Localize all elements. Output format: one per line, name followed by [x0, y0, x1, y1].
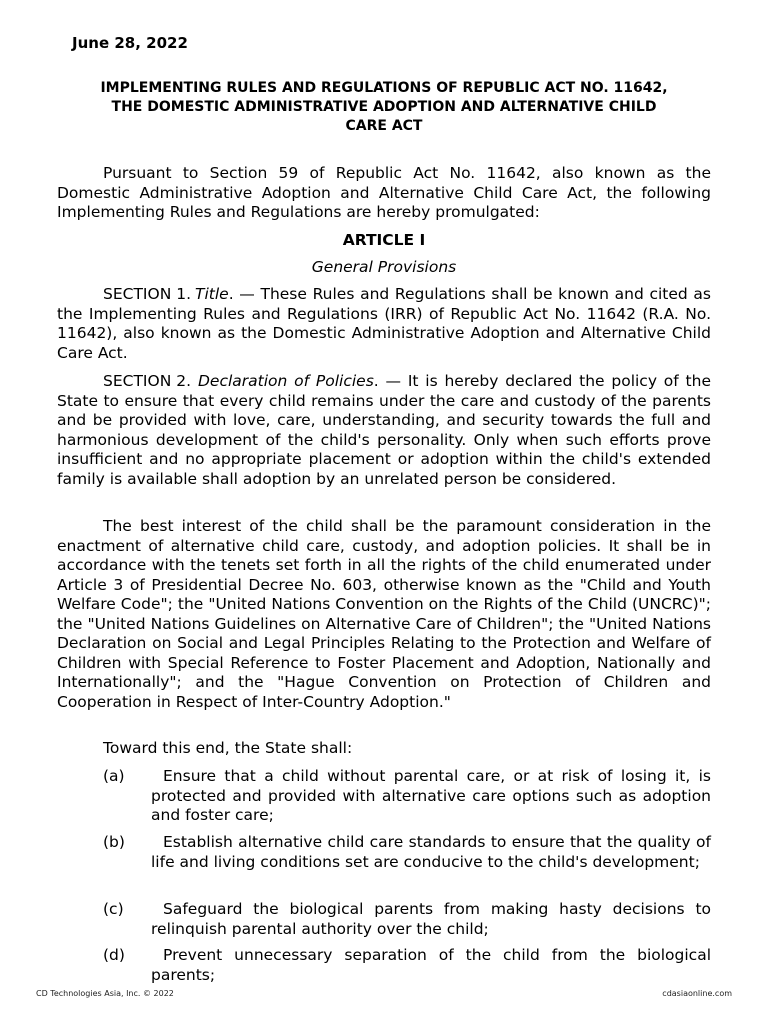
section-2-number: SECTION 2.: [103, 372, 192, 390]
section-2-title: Declaration of Policies: [198, 372, 374, 390]
list-item-label: (a): [103, 767, 125, 785]
footer-copyright: CD Technologies Asia, Inc. © 2022: [36, 989, 174, 998]
list-item-text: Prevent unnecessary separation of the child from the biological parents;: [151, 946, 711, 984]
list-item: [103, 900, 711, 939]
section-1-body: . — These Rules and Regulations shall be known and cited as the Implementing Rules and Regulations (IRR) of Republic Act No. 11642 (R.A. No. 11642), also known as the Domestic Administrative Adoption and Alternative Child Care Act.: [57, 285, 711, 362]
preamble-paragraph: [57, 164, 711, 223]
toward-text: Toward this end, the State shall:: [103, 739, 353, 757]
title-line: CARE ACT: [345, 118, 423, 134]
best-interest-text: The best interest of the child shall be the paramount consideration in the enactment of alternative child care, custody, and adoption policies. It shall be in accordance with the tenets set forth in all the rights of the child enumerated under Article 3 of Presidential Decree No. 603, otherwise known as the "Child and Youth Welfare Code"; the "United Nations Convention on the Rights of the Child (UNCRC)"; the "United Nations Guidelines on Alternative Care of Children"; the "United Nations Declaration on Social and Legal Principles Relating to the Protection and Welfare of Children with Special Reference to Foster Placement and Adoption, Nationally and Internationally"; and the "Hague Convention on Protection of Children and Cooperation in Respect of Inter-Country Adoption.": [57, 517, 711, 711]
list-item-text: Establish alternative child care standards to ensure that the quality of life and living conditions set are conducive to the child's development;: [151, 833, 711, 871]
section-1-number: SECTION 1.: [103, 285, 192, 303]
list-item-label: (c): [103, 900, 124, 918]
section-1-title: Title: [195, 285, 229, 303]
article-subheading: General Provisions: [311, 258, 457, 276]
list-item: [103, 767, 711, 826]
best-interest-paragraph: [57, 517, 711, 712]
toward-paragraph: [57, 739, 711, 759]
section-2-body: . — It is hereby declared the policy of the State to ensure that every child remains under the care and custody of the parents and be provided with love, care, understanding, and security towards the full and harmonious development of the child's personality. Only when such efforts prove insufficient and no appropriate placement or adoption within the child's extended family is available shall adoption by an unrelated person be considered.: [57, 372, 711, 488]
document-title: [57, 79, 711, 136]
list-item: [103, 833, 711, 872]
section-2: [57, 372, 711, 489]
list-item-text: Ensure that a child without parental care, or at risk of losing it, is protected and provided with alternative care options such as adoption and foster care;: [151, 767, 711, 824]
preamble-text: Pursuant to Section 59 of Republic Act No. 11642, also known as the Domestic Administrative Adoption and Alternative Child Care Act, the following Implementing Rules and Regulations are hereby promulgated:: [57, 164, 711, 221]
footer-website: cdasiaonline.com: [662, 989, 732, 998]
list-item-label: (d): [103, 946, 125, 964]
document-page: [57, 0, 711, 1024]
list-item-label: (b): [103, 833, 125, 851]
list-item-text: Safeguard the biological parents from making hasty decisions to relinquish parental authority over the child;: [151, 900, 711, 938]
title-line: IMPLEMENTING RULES AND REGULATIONS OF REPUBLIC ACT NO. 11642,: [100, 80, 668, 96]
document-date: June 28, 2022: [72, 34, 188, 52]
list-item: [103, 946, 711, 985]
article-heading: ARTICLE I: [342, 231, 426, 249]
title-line: THE DOMESTIC ADMINISTRATIVE ADOPTION AND ALTERNATIVE CHILD: [111, 99, 657, 115]
section-1: [57, 285, 711, 363]
